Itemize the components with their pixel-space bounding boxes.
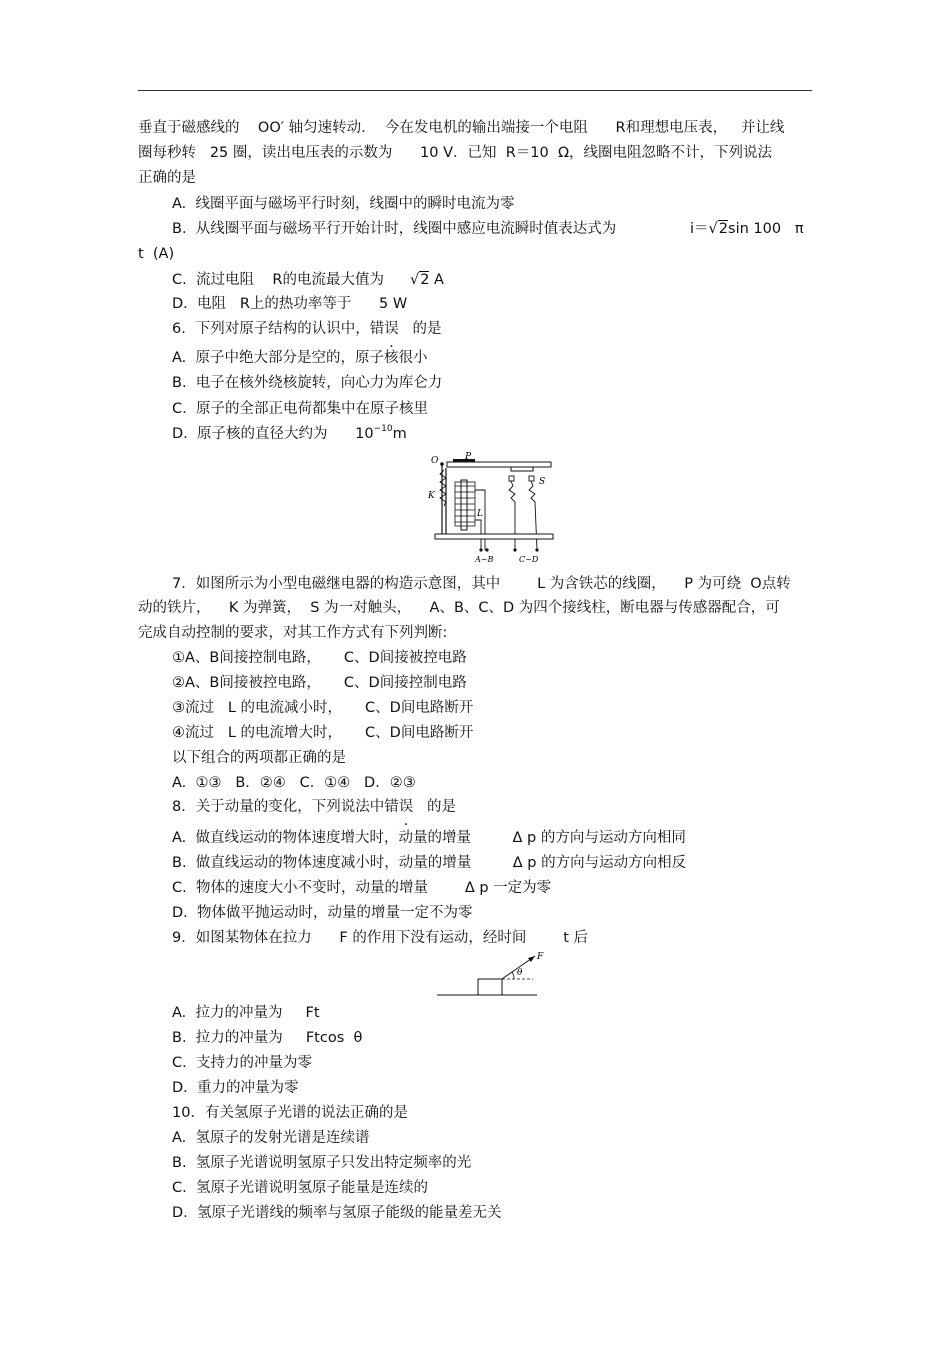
label-cd: C~D bbox=[519, 555, 539, 564]
q7-ask: 以下组合的两项都正确的是 bbox=[172, 750, 346, 766]
iron-piece bbox=[453, 459, 475, 462]
q5-formula-root: 2 bbox=[718, 221, 729, 237]
q5-option-c bbox=[172, 270, 444, 290]
q5-c-post: A bbox=[429, 272, 444, 288]
q6-option-c: C. 原子的全部正电荷都集中在原子核里 bbox=[172, 401, 428, 417]
q7-text-line-1: 7．如图所示为小型电磁继电器的构造示意图，其中 L 为含铁芯的线圈， P 为可绕 O点转 bbox=[172, 576, 791, 592]
label-p: P bbox=[465, 452, 472, 462]
q7-options: A. ①③ B．②④ C．①④ D．②③ bbox=[172, 775, 416, 791]
label-theta: θ bbox=[517, 968, 523, 978]
q7-statement-4: ④流过 L 的电流增大时， C、D间电路断开 bbox=[172, 725, 474, 741]
spring bbox=[440, 470, 446, 506]
q7-statement-3: ③流过 L 的电流减小时， C、D间电路断开 bbox=[172, 700, 474, 716]
q5-option-b-tail: t (A) bbox=[138, 246, 175, 262]
q6-option-a: A. 原子中绝大部分是空的，原子核很小 bbox=[172, 350, 428, 366]
base-plate bbox=[435, 534, 553, 539]
q5-text-line-3: 正确的是 bbox=[138, 170, 196, 186]
relay-diagram bbox=[425, 450, 565, 570]
q5-text-line-2: 圈每秒转 25 圈，读出电压表的示数为 10 V．已知 R＝10 Ω，线圈电阻忽略不计，下列说法 bbox=[138, 145, 773, 161]
q8-emphasis: 误 bbox=[398, 799, 414, 815]
q6-option-d bbox=[172, 424, 407, 446]
q9-stem: 9．如图某物体在拉力 F 的作用下没有运动，经时间 t 后 bbox=[172, 930, 588, 946]
label-o: O bbox=[431, 456, 439, 466]
coil-core bbox=[461, 480, 467, 530]
q5-formula-pre: i＝ bbox=[690, 221, 709, 237]
header-rule bbox=[138, 90, 812, 91]
q9-option-b: B. 拉力的冲量为 Ftcos θ bbox=[172, 1030, 363, 1046]
q8-option-c: C. 物体的速度大小不变时，动量的增量 Δ p 一定为零 bbox=[172, 880, 552, 896]
q7-text-line-2: 动的铁片， K 为弹簧， S 为一对触头， A、B、C、D 为四个接线柱，断电器与传感器配合，可 bbox=[138, 600, 780, 616]
q9-option-c: C. 支持力的冲量为零 bbox=[172, 1055, 312, 1071]
q8-option-a: A. 做直线运动的物体速度增大时，动量的增量 Δ p 的方向与运动方向相同 bbox=[172, 830, 686, 846]
q10-option-a: A. 氢原子的发射光谱是连续谱 bbox=[172, 1130, 370, 1146]
force-diagram bbox=[435, 950, 550, 1000]
block bbox=[478, 979, 502, 995]
q5-option-a: A. 线圈平面与磁场平行时刻，线圈中的瞬时电流为零 bbox=[172, 196, 515, 212]
q7-statement-2: ②A、B间接被控电路， C、D间接控制电路 bbox=[172, 675, 467, 691]
q6-d-pre: D. 原子核的直径大约为 10 bbox=[172, 426, 374, 442]
q10-option-c: C. 氢原子光谱说明氢原子能量是连续的 bbox=[172, 1180, 428, 1196]
q8-stem-pre: 8．关于动量的变化，下列说法中错 bbox=[172, 799, 399, 815]
sqrt-sign: √2 bbox=[409, 272, 430, 288]
q9-option-d: D. 重力的冲量为零 bbox=[172, 1080, 299, 1096]
q8-option-b: B. 做直线运动的物体速度减小时，动量的增量 Δ p 的方向与运动方向相反 bbox=[172, 855, 687, 871]
q10-option-d: D. 氢原子光谱线的频率与氢原子能级的能量差无关 bbox=[172, 1205, 502, 1221]
angle-arc bbox=[512, 972, 514, 979]
q5-text-line-1: 垂直于磁感线的 OO′ 轴匀速转动． 今在发电机的输出端接一个电阻 R和理想电压表， 并让线 bbox=[138, 120, 785, 136]
q5-option-d: D. 电阻 R上的热功率等于 5 W bbox=[172, 296, 408, 312]
q6-stem-pre: 6．下列对原子结构的认识中，错 bbox=[172, 321, 385, 337]
label-k: K bbox=[428, 491, 435, 501]
q6-d-exponent: −10 bbox=[373, 424, 393, 434]
arrow-head bbox=[528, 956, 535, 962]
label-l: L bbox=[477, 509, 483, 519]
terminals bbox=[479, 548, 538, 551]
label-f: F bbox=[537, 952, 544, 962]
q7-text-line-3: 完成自动控制的要求，对其工作方式有下列判断: bbox=[138, 625, 448, 641]
q6-emphasis: 误 bbox=[384, 321, 399, 337]
label-s: S bbox=[539, 477, 546, 487]
q7-statement-1: ①A、B间接控制电路， C、D间接被控电路 bbox=[172, 650, 467, 666]
q6-d-unit: m bbox=[392, 426, 407, 442]
q10-option-b: B. 氢原子光谱说明氢原子只发出特定频率的光 bbox=[172, 1155, 472, 1171]
q5-c-root: 2 bbox=[420, 272, 430, 288]
q5-c-pre: C. 流过电阻 R的电流最大值为 bbox=[172, 272, 384, 288]
label-ab: A~B bbox=[475, 555, 494, 564]
top-plate bbox=[447, 462, 551, 467]
q8-stem bbox=[172, 797, 456, 817]
q8-stem-post: 的是 bbox=[413, 799, 457, 815]
q9-option-a: A. 拉力的冲量为 Ft bbox=[172, 1005, 320, 1021]
q6-stem-post: 的是 bbox=[398, 321, 442, 337]
q6-stem bbox=[172, 319, 442, 339]
q5-option-b-formula bbox=[690, 219, 804, 239]
q5-formula-post: sin 100 π bbox=[728, 221, 804, 237]
contact-block bbox=[511, 467, 533, 471]
q6-option-b: B. 电子在核外绕核旋转，向心力为库仑力 bbox=[172, 375, 443, 391]
q5-option-b: B. 从线圈平面与磁场平行开始计时，线圈中感应电流瞬时值表达式为 bbox=[172, 221, 617, 237]
sqrt-sign: √2 bbox=[708, 221, 729, 237]
q10-stem: 10．有关氢原子光谱的说法正确的是 bbox=[172, 1105, 408, 1121]
q8-option-d: D. 物体做平抛运动时，动量的增量一定不为零 bbox=[172, 905, 473, 921]
